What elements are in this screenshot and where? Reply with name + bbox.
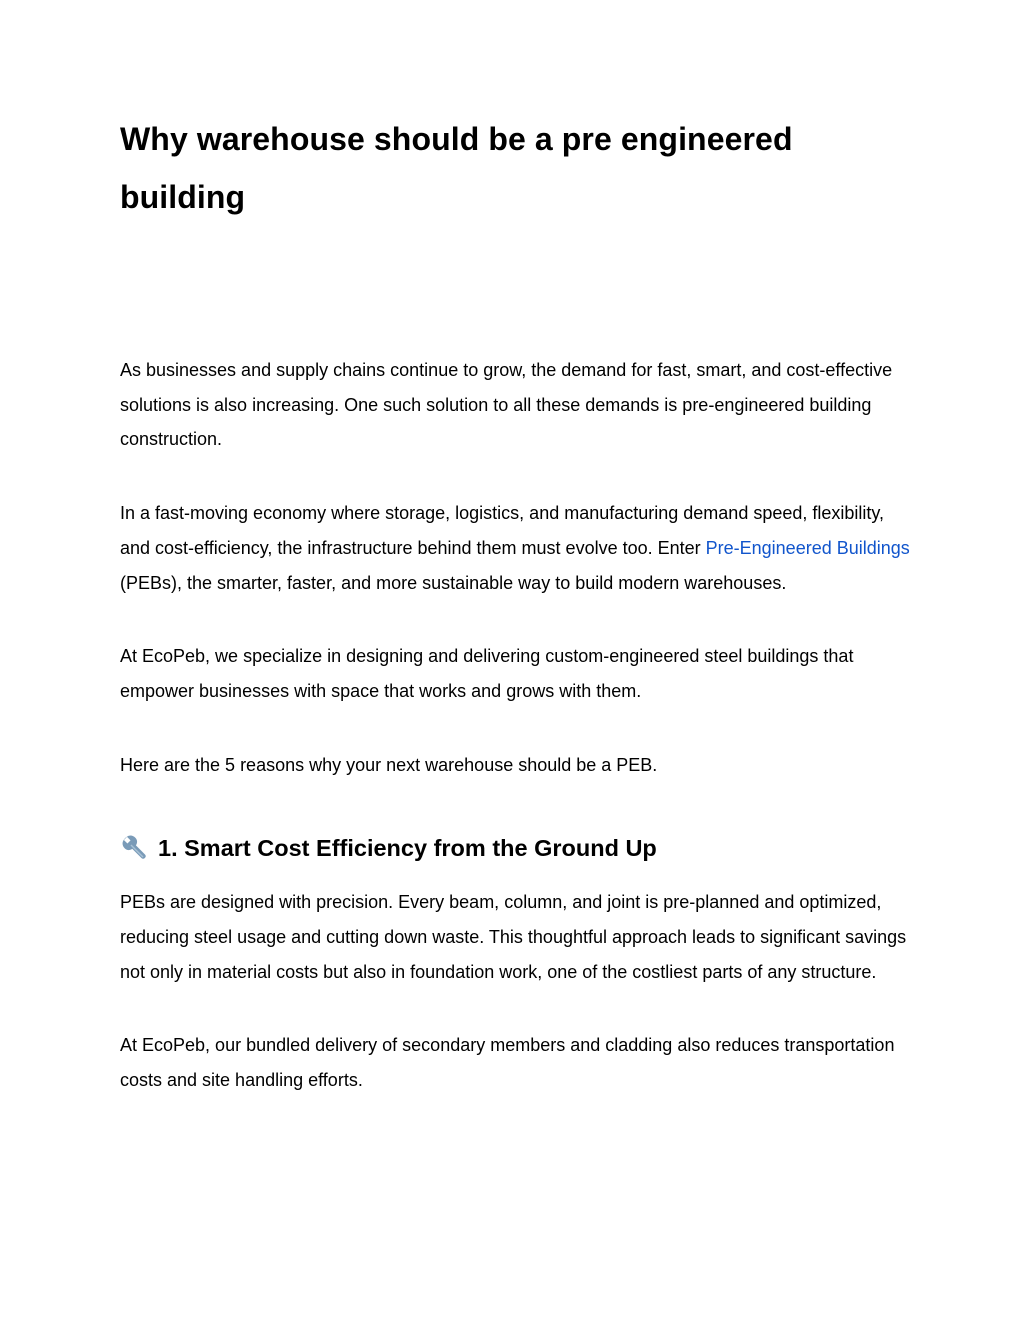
ecopeb-paragraph: At EcoPeb, we specialize in designing and delivering custom-engineered steel buildings that empower businesses with space that works and grows with them.: [120, 646, 854, 701]
section-1-paragraph-1: PEBs are designed with precision. Every beam, column, and joint is pre-planned and optimized, reducing steel usage and cutting down waste. This thoughtful approach leads to significant savings not only in material costs but also in foundation work, one of the costliest parts of any structure.: [120, 892, 907, 982]
pre-engineered-buildings-link[interactable]: Pre-Engineered Buildings: [705, 537, 910, 558]
wrench-icon: [120, 833, 150, 863]
document-page: [120, 110, 910, 1098]
peb-intro-text-after: (PEBs), the smarter, faster, and more sustainable way to build modern warehouses.: [120, 572, 787, 593]
peb-intro-text-before: In a fast-moving economy where storage, logistics, and manufacturing demand speed, flexibility, and cost-efficiency, the infrastructure behind them must evolve too. Enter: [120, 503, 885, 558]
intro-paragraph: As businesses and supply chains continue to grow, the demand for fast, smart, and cost-effective solutions is also increasing. One such solution to all these demands is pre-engineered building construction.: [120, 360, 893, 450]
section-1-heading: [120, 831, 910, 865]
peb-intro-paragraph: [120, 496, 910, 600]
document-title: Why warehouse should be a pre engineered building: [120, 121, 793, 215]
reasons-paragraph: Here are the 5 reasons why your next warehouse should be a PEB.: [120, 754, 658, 775]
section-1-paragraph-2: At EcoPeb, our bundled delivery of secondary members and cladding also reduces transportation costs and site handling efforts.: [120, 1035, 895, 1091]
section-1-heading-text: 1. Smart Cost Efficiency from the Ground Up: [158, 835, 657, 862]
